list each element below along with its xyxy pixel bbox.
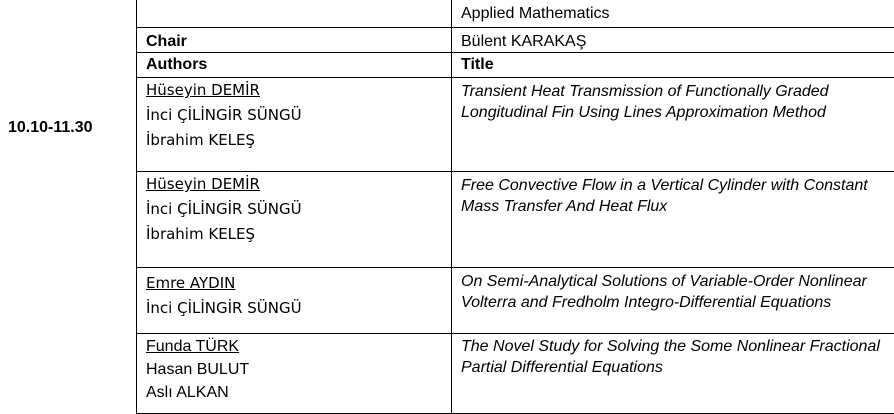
author: İnci ÇİLİNGİR SÜNGÜ [146,197,442,222]
table-row [137,334,894,414]
author: Hasan BULUT [146,358,442,381]
program-table [136,0,894,414]
presenting-author: Hüseyin DEMİR [146,78,442,103]
paper-title: On Semi-Analytical Solutions of Variable-Order Nonlinear Volterra and Fredholm Integro-Differential Equations [452,268,894,334]
author: İbrahim KELEŞ [146,222,442,247]
paper-title: Free Convective Flow in a Vertical Cylinder with Constant Mass Transfer And Heat Flux [452,172,894,268]
authors-cell [137,268,452,334]
authors-cell [137,334,452,414]
authors-cell [137,78,452,172]
paper-title: Transient Heat Transmission of Functionally Graded Longitudinal Fin Using Lines Approximation Method [452,78,894,172]
table-cell [137,0,452,28]
presenting-author: Hüseyin DEMİR [146,172,442,197]
session-time: 10.10-11.30 [8,119,93,137]
table-row [137,28,894,53]
chair-name: Bülent KARAKAŞ [452,28,894,53]
table-row [137,268,894,334]
table-row [137,53,894,78]
author: İbrahim KELEŞ [146,128,442,153]
authors-header: Authors [137,53,452,78]
presenting-author: Funda TÜRK [146,335,442,358]
paper-title: The Novel Study for Solving the Some Nonlinear Fractional Partial Differential Equations [452,334,894,414]
track-name: Applied Mathematics [452,0,894,28]
author: Aslı ALKAN [146,381,442,404]
author: İnci ÇİLİNGİR SÜNGÜ [146,103,442,128]
table-row [137,78,894,172]
table-row [137,172,894,268]
authors-cell [137,172,452,268]
title-header: Title [452,53,894,78]
table-row [137,0,894,28]
author: İnci ÇİLİNGİR SÜNGÜ [146,296,442,321]
presenting-author: Emre AYDIN [146,271,442,296]
chair-label: Chair [137,28,452,53]
